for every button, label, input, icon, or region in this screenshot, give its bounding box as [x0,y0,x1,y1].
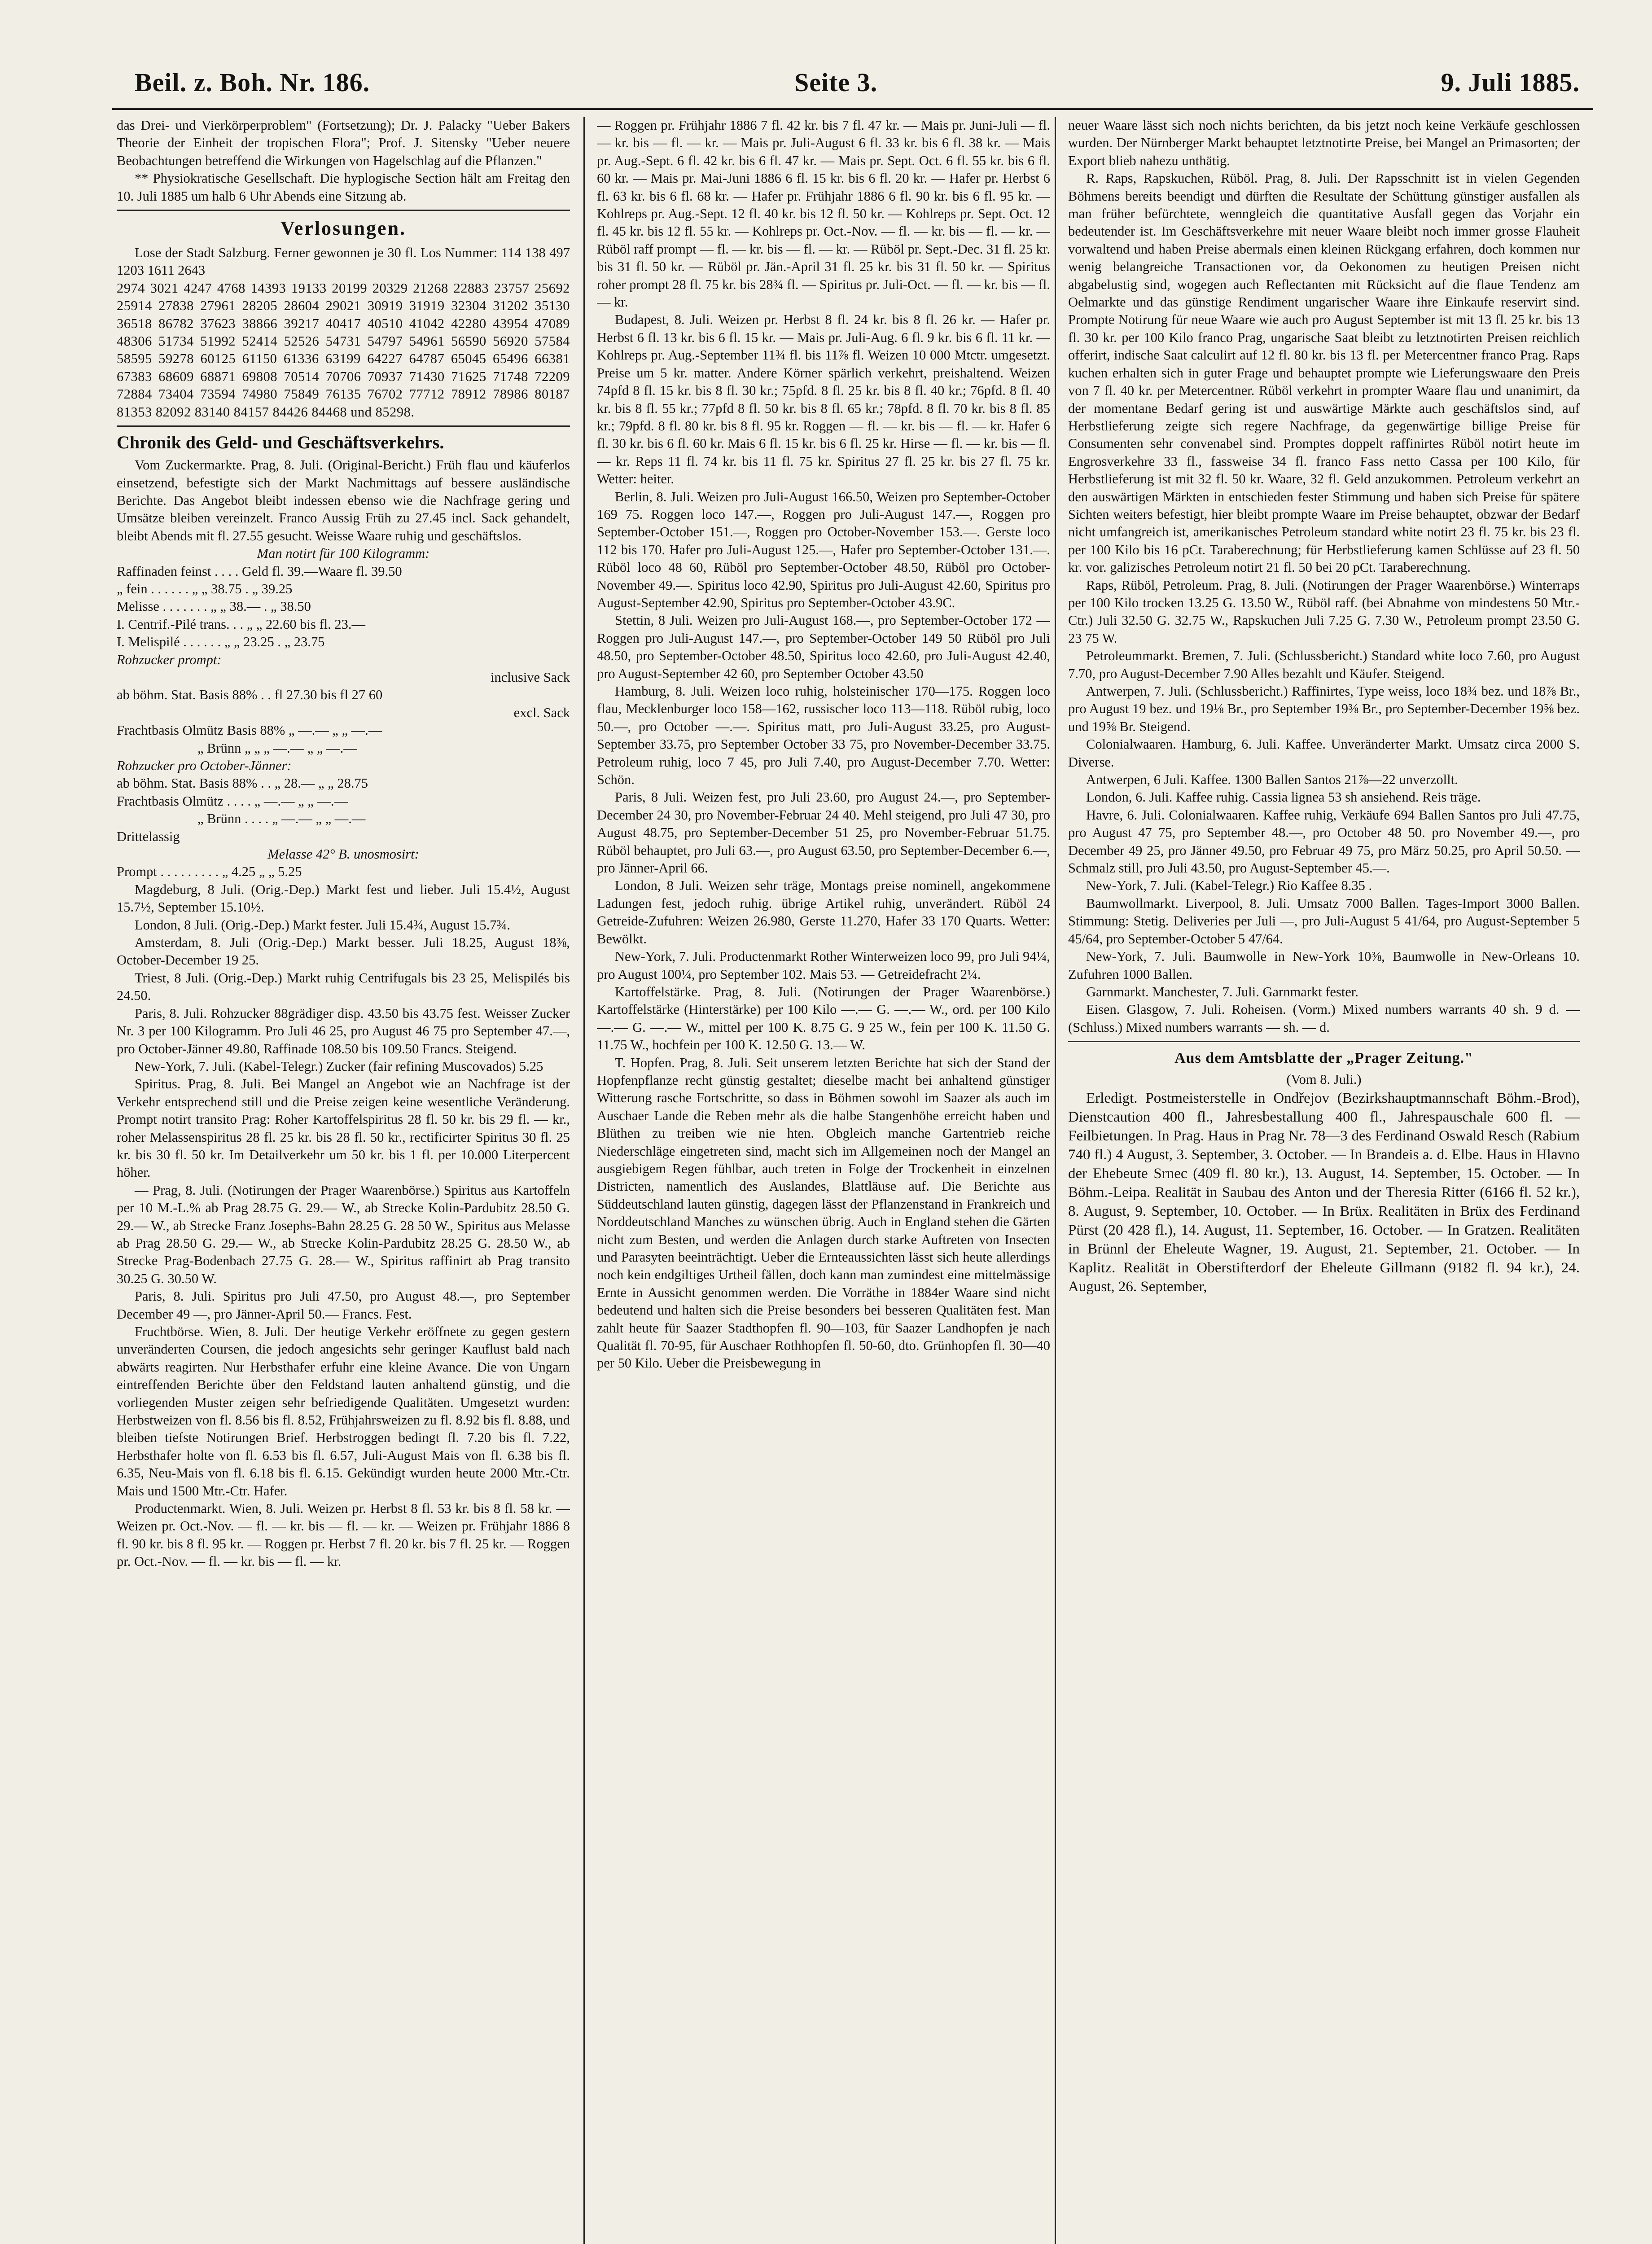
header-rule [112,108,1593,110]
sugar-market-prague: Vom Zuckermarkte. Prag, 8. Juli. (Original-Bericht.) Früh flau und käuferlos einsetzend, befestigte sich der Markt Nachmittags auf bessere ausländische Berichte. Das Angebot bleibt indessen ebenso wie die Nachfrage gering und Umsätze bleiben vereinzelt. Franco Aussig Früh zu 27.45 incl. Sack gehandelt, bleibt Abends mit fl. 27.55 gesucht. Weisse Waare ruhig und geschäftslos. [117,457,570,543]
coffee-antwerp-report: Antwerpen, 6 Juli. Kaffee. 1300 Ballen Santos 21⅞—22 unverzollt. [1086,772,1458,788]
hops-report: T. Hopfen. Prag, 8. Juli. Seit unserem letzten Berichte hat sich der Stand der Hopfenpflanze recht günstig gestaltet; dieselbe macht bei anhaltend günstiger Witterung rasche Fortschritte, so dass in Böhmen sowohl im Saazer als auch im Auschaer Lande die Reben mehr als die halbe Stangenhöhe erreicht haben und Blüthen zu treiben wie nie hten. Obgleich manche Gartentrieb reiche Niederschläge eingetreten sind, macht sich im Allgemeinen noch der Mangel an ausgiebigem Regen fühlbar, auch treten in Folge der Trockenheit in einzelnen Districten, namentlich des Auslandes, Blattläuse auf. Die Berichte aus Süddeutschland lauten günstig, dagegen lässt der Pflanzenstand in Frankreich und Norddeutschland Manches zu wünschen übrig. Auch in England stehen die Gärten nicht zum Besten, und werden die Anlagen durch starke Auftreten von Insecten und Parasyten beeinträchtigt. Ueber die Ernteaussichten lässt sich heute allerdings noch kein endgiltiges Urtheil fällen, doch kann man zumindest eine mittelmässige Ernte in Aussicht genommen werden. Die Vorräthe in 1884er Waare sind nicht bedeutend und halten sich die Preise besonders bei besseren Qualitäten fest. Man zahlt heute für Saazer Stadthopfen fl. 90—103, für Saazer Landhopfen je nach Qualität fl. 70-95, für Auschaer Rothhopfen fl. 50-60, dto. Grünhopfen fl. 30—40 per 50 Kilo. Ueber die Preisbewegung in [597,1055,1050,1371]
spirits-exchange-quotes: — Prag, 8. Juli. (Notirungen der Prager Waarenbörse.) Spiritus aus Kartoffeln per 10 M.-L.% ab Prag 28.75 G. 29.— W., ab Strecke Kolin-Pardubitz 28.50 G. 29.— W., ab Strecke Franz Josephs-Bahn 28.25 G. 28 50 W., Spiritus aus Melasse ab Prag 28.50 G. 29.— W., ab Strecke Kolin-Pardubitz 28.25 G. 28.50 W., ab Strecke Prag-Bodenbach 27.75 G. 28.— W., Spiritus raffinirt ab Prag transito 30.25 G. 30.50 W. [117,1182,570,1286]
coffee-london-report: London, 6. Juli. Kaffee ruhig. Cassia lignea 53 sh ansiehend. Reis träge. [1086,789,1481,805]
header-page-number: Seite 3. [794,68,878,97]
price-table-caption: Man notirt für 100 Kilogramm: [257,546,430,561]
salzburg-lottery-numbers: 2974 3021 4247 4768 14393 19133 20199 20329 21268 22883 23757 25692 25914 27838 27961 28205 28604 29021 30919 31919 32304 31202 35130 36518 86782 37623 38866 39217 40417 40510 41042 42280 43954 47089 48306 51734 51992 52414 52526 54731 54797 54961 56590 56920 57584 58595 59278 60125 61150 61336 63199 64227 64787 65045 65496 66381 67383 68609 68871 69808 70514 70706 70937 71430 71625 71748 72209 72884 73404 73594 74980 75849 76135 76702 77712 78912 78986 80187 81353 82092 83140 84157 84426 84468 und 85298. [117,280,570,420]
table-cell: „ fein . . . . . . „ „ 38.75 . „ 39.25 [117,581,293,596]
newspaper-page [112,49,1593,2244]
paris-sugar-report: Paris, 8. Juli. Rohzucker 88grädiger disp. 43.50 bis 43.75 fest. Weisser Zucker Nr. 3 per 100 Kilogramm. Pro Juli 46 25, pro August 46 75 pro September 47.—, pro October-Jänner 49.80, Raffinade 108.50 bis 109.50 Francs. Steigend. [117,1005,570,1056]
lecture-list: das Drei- und Vierkörperproblem" (Fortsetzung); Dr. J. Palacky "Ueber Bakers Theorie der Einheit der tropischen Flora"; Prof. J. Sitensky "Ueber neuere Beobachtungen betreffend die Wirkungen von Hagelschlag auf die Pflanzen." [117,118,570,168]
spirits-market-prague: Spiritus. Prag, 8. Juli. Bei Mangel an Angebot wie an Nachfrage ist der Verkehr entsprechend still und die Preise zeigen keine wesentliche Veränderung. Prompt notirt transito Prag: Roher Kartoffelspiritus 28 fl. 50 kr. bis 29 fl. — kr., roher Melassenspiritus 28 fl. 25 kr. bis 28 fl. 50 kr., rectificirter Spiritus 30 fl. 25 kr. bis 30 fl. 50 kr. Im Detailverkehr um 50 kr. bis 1 fl. per 10.000 Literpercent höher. [117,1076,570,1180]
section-rule [117,210,570,211]
iron-glasgow-report: Eisen. Glasgow, 7. Juli. Roheisen. (Vorm.) Mixed numbers warrants 40 sh. 9 d. — (Schluss.) Mixed numbers warrants — sh. — d. [1068,1002,1580,1035]
official-gazette-heading: Aus dem Amtsblatte der „Prager Zeitung." [1174,1050,1473,1067]
coffee-havre-report: Havre, 6. Juli. Colonialwaaren. Kaffee ruhig, Verkäufe 694 Ballen Santos pro Juli 47.75, pro August 47 75, pro September 48.—, pro October 48 50. pro November 49.—, pro December 49 25, pro Jänner 49.50, pro Februar 49 75, pro März 50.25, pro April 50.50. — Schmalz still, pro Juli 43.50, pro August-September 45.—. [1068,807,1580,876]
raw-sugar-oct-caption: Rohzucker pro October-Jänner: [117,758,292,773]
bruenn-row-1: „ Brünn „ „ „ —.— „ „ —.— [197,740,357,756]
amsterdam-report: Amsterdam, 8. Juli (Orig.-Dep.) Markt besser. Juli 18.25, August 18⅜, October-December 19 25. [117,935,570,968]
basis-row-2: ab böhm. Stat. Basis 88% . . „ 28.— „ „ 28.75 [117,776,368,791]
column-3 [1068,117,1580,2244]
bruenn-row-2: „ Brünn . . . . „ —.— „ „ —.— [197,811,366,827]
chronicle-heading: Chronik des Geld- und Geschäftsverkehrs. [117,432,444,453]
berlin-report: Berlin, 8. Juli. Weizen pro Juli-August 166.50, Weizen pro September-October 169 75. Roggen loco 147.—, Roggen pro Juli-August 147.—, Roggen pro September-October 151.—, Roggen pro October-November 153.—. Gerste loco 112 bis 170. Hafer pro Juli-August 125.—, Hafer pro September-October 131.—. Rüböl loco 48 60, Rüböl pro September-October 48.50, Rüböl pro October-November 49.—. Spiritus loco 42.90, Spiritus pro Juli-August 42.60, Spiritus pro August-September 42.90, Spiritus pro September-October 43.9C. [597,489,1050,610]
column-rule-2 [1055,117,1056,2244]
physiocratic-society-notice: ** Physiokratische Gesellschaft. Die hyplogische Section hält am Freitag den 10. Juli 1885 um halb 6 Uhr Abends eine Sitzung ab. [117,171,570,204]
inclusive-sack-label: inclusive Sack [490,669,570,685]
potato-starch-report: Kartoffelstärke. Prag, 8. Juli. (Notirungen der Prager Waarenbörse.) Kartoffelstärke (Hinterstärke) per 100 Kilo —.— G. —.— W., ord. per 100 Kilo —.— G. —.— W., mittel per 100 K. 8.75 G. 9 25 W., fein per 100 K. 11.50 G. 11.75 W., hochfein per 100 K. 12.50 G. 13.— W. [597,984,1050,1053]
prompt-row: Prompt . . . . . . . . . „ 4.25 „ „ 5.25 [117,864,302,880]
colonial-goods-hamburg: Colonialwaaren. Hamburg, 6. Juli. Kaffee. Unveränderter Markt. Umsatz circa 2000 S. Diverse. [1068,736,1580,770]
hamburg-report: Hamburg, 8. Juli. Weizen loco ruhig, holsteinischer 170—175. Roggen loco flau, Mecklenburger loco 158—162, russischer loco 113—118. Rüböl rubig, loco 50.—, pro October —.—. Spiritus matt, pro Juli-August 33.25, pro August-September 33.75, pro September October 33 75, pro November-December 33.75. Petroleum ruhig, loco 7 45, pro Juli 7.40, pro August-December 7.70. Wetter: Schön. [597,684,1050,788]
header-date: 9. Juli 1885. [1441,68,1580,97]
molasses-caption: Melasse 42° B. unosmosirt: [267,846,419,862]
exclusive-sack-label: excl. Sack [513,705,570,720]
newyork-produce-report: New-York, 7. Juli. Productenmarkt Rother Winterweizen loco 99, pro Juli 94¼, pro August 100¼, pro September 102. Mais 53. — Getreidefracht 2¼. [597,949,1050,982]
london-grain-report: London, 8 Juli. Weizen sehr träge, Montags preise nominell, angekommene Ladungen fest, jedoch ruhig. übrige Artikel ruhig, unverändert. Rüböl 24 Getreide-Zufuhren: Weizen 26.980, Gerste 11.270, Hafer 33 170 Quarts. Wetter: Bewölkt. [597,878,1050,947]
third-grade-label: Drittelassig [117,828,180,844]
official-gazette-date: (Vom 8. Juli.) [1286,1072,1362,1087]
section-rule [117,425,570,427]
table-cell: Melisse . . . . . . . „ „ 38.— . „ 38.50 [117,599,311,614]
trieste-report: Triest, 8 Juli. (Orig.-Dep.) Markt ruhig Centrifugals bis 23 25, Melispilés bis 24.50. [117,970,570,1004]
petroleum-antwerp-report: Antwerpen, 7. Juli. (Schlussbericht.) Raffinirtes, Type weiss, loco 18¾ bez. und 18⅞ Br., pro August 19 bez. und 19⅛ Br., pro September 19⅜ Br., pro September-December 19⅝ bez. und 19⅝ Br. Steigend. [1068,684,1580,734]
paris-grain-report: Paris, 8 Juli. Weizen fest, pro Juli 23.60, pro August 24.—, pro September-December 24 30, pro November-Februar 24 40. Mehl steigend, pro Juli 47 30, pro August 48.75, pro September-December 51 25, pro November-Februar 51.75. Rüböl behauptet, pro Juli 63.—, pro August 63.50, pro September-December 6.—, pro Jänner-April 66. [597,789,1050,876]
table-row [117,616,570,633]
page-header [112,58,1593,108]
raw-sugar-prompt-caption: Rohzucker prompt: [117,652,222,667]
produce-market-vienna: Productenmarkt. Wien, 8. Juli. Weizen pr. Herbst 8 fl. 53 kr. bis 8 fl. 58 kr. — Weizen pr. Oct.-Nov. — fl. — kr. bis — fl. — kr. — Weizen pr. Frühjahr 1886 8 fl. 90 kr. bis 8 fl. 95 kr. — Roggen pr. Herbst 7 fl. 20 kr. bis 7 fl. 25 kr. — Roggen pr. Oct.-Nov. — fl. — kr. bis — fl. — kr. [117,1501,570,1569]
table-row [117,598,570,615]
london-report: London, 8 Juli. (Orig.-Dep.) Markt fester. Juli 15.4¾, August 15.7¾. [135,917,510,933]
freight-basis-row-2: Frachtbasis Olmütz . . . . „ —.— „ „ —.— [117,793,348,809]
cotton-liverpool-report: Baumwollmarkt. Liverpool, 8. Juli. Umsatz 7000 Ballen. Tages-Import 3000 Ballen. Stimmung: Stetig. Deliveries per Juli —, pro Juli-August 5 41/64, pro August-September 5 45/64, pro September-October 5 47/64. [1068,895,1580,947]
yarn-manchester-report: Garnmarkt. Manchester, 7. Juli. Garnmarkt fester. [1086,984,1358,999]
rapeseed-exchange-quotes: Raps, Rüböl, Petroleum. Prag, 8. Juli. (Notirungen der Prager Waarenbörse.) Winterraps per 100 Kilo trocken 13.25 G. 13.50 W., Rüböl raff. (bei Abnahme von mindestens 50 Mtr.-Ctr.) Juli 32.50 G. 32.75 W., Rapskuchen Juli 7.25 G. 7.30 W., Petroleum prompt 23.50 G. 23 75 W. [1068,577,1580,646]
freight-basis-row-1: Frachtbasis Olmütz Basis 88% „ —.— „ „ —.— [117,723,382,738]
table-cell: I. Centrif.-Pilé trans. . . „ „ 22.60 bis fl. 23.— [117,616,365,632]
stettin-report: Stettin, 8 Juli. Weizen pro Juli-August 168.—, pro September-October 172 — Roggen pro Juli-August 147.—, pro September-October 149 50 Rüböl pro Juli 48.50, pro September-October 48.50, Spiritus loco 42.60, pro Juli-August 42.40, pro August-September 42 60, pro September October 43.50 [597,613,1050,681]
vienna-produce-continued: — Roggen pr. Frühjahr 1886 7 fl. 42 kr. bis 7 fl. 47 kr. — Mais pr. Juni-Juli — fl. — kr. bis — fl. — kr. — Mais pr. Juli-August 6 fl. 33 kr. bis 6 fl. 38 kr. — Mais pr. Aug.-Sept. 6 fl. 42 kr. bis 6 fl. 47 kr. — Mais pr. Sept. Oct. 6 fl. 55 kr. bis 6 fl. 60 kr. — Mais pr. Mai-Juni 1886 6 fl. 15 kr. bis 6 fl. 20 kr. — Hafer pr. Herbst 6 fl. 63 kr. bis 6 fl. 68 kr. — Hafer pr. Frühjahr 1886 6 fl. 90 kr. bis 6 fl. 95 kr. — Kohlreps pr. Aug.-Sept. 12 fl. 40 kr. bis 12 fl. 50 kr. — Kohlreps pr. Sept. Oct. 12 fl. 45 kr. bis 12 fl. 55 kr. — Kohlreps pr. Oct.-Nov. — fl. — kr. bis — fl. — kr. — Rüböl raff prompt — fl. — kr. bis — fl. — kr. — Rüböl pr. Sept.-Dec. 31 fl. 25 kr. bis 31 fl. 50 kr. — Rüböl pr. Jän.-April 31 fl. 25 kr. bis 31 fl. 50 kr. — Spiritus roher prompt 28 fl. 75 kr. bis 28¾ fl. — Spiritus pr. Juli-Oct. — fl. — kr. bis — fl. — kr. [597,118,1050,310]
table-row [117,580,570,598]
sugar-price-table [117,563,570,651]
paris-spirits-report: Paris, 8. Juli. Spiritus pro Juli 47.50, pro August 48.—, pro September December 49 —, pro Jänner-April 50.— Francs. Fest. [117,1289,570,1322]
petroleum-bremen-report: Petroleummarkt. Bremen, 7. Juli. (Schlussbericht.) Standard white loco 7.60, pro August 7.70, pro August-December 7.90 Alles bezahlt und Käufer. Steigend. [1068,648,1580,681]
magdeburg-report: Magdeburg, 8 Juli. (Orig.-Dep.) Markt fest und lieber. Juli 15.4½, August 15.7½, September 15.10½. [117,881,570,915]
table-cell: I. Melispilé . . . . . . „ „ 23.25 . „ 23.75 [117,634,325,650]
table-row [117,633,570,651]
table-cell: Raffinaden feinst . . . . Geld fl. 39.—Waare fl. 39.50 [117,563,402,579]
salzburg-lottery-intro: Lose der Stadt Salzburg. Ferner gewonnen je 30 fl. Los Nummer: 114 138 497 1203 1611 2643 [117,245,570,278]
grain-exchange-vienna: Fruchtbörse. Wien, 8. Juli. Der heutige Verkehr eröffnete zu gegen gestern unveränderten Coursen, die jedoch angesichts sehr geringer Kauflust bald nach abwärts reagirten. Nur Herbsthafer erfuhr eine kleine Avance. Die von Ungarn eintreffenden Berichte über den Feldstand lauten anhaltend günstig, und die vorliegenden Muster zeigen sehr befriedigende Qualitäten. Umgesetzt wurden: Herbstweizen von fl. 8.56 bis fl. 8.52, Frühjahrsweizen zu fl. 8.92 bis fl. 8.88, und bleiben tiefste Notirungen Brief. Herbstroggen bedingt fl. 7.20 bis fl. 7.22, Herbsthafer holte von fl. 6.53 bis fl. 6.57, Juli-August Mais von fl. 6.38 bis fl. 6.35, Neu-Mais von fl. 6.18 bis fl. 6.15. Gekündigt wurden heute 2000 Mtr.-Ctr. Mais und 1500 Mtr.-Ctr. Hafer. [117,1324,570,1499]
rapeseed-report: R. Raps, Rapskuchen, Rüböl. Prag, 8. Juli. Der Rapsschnitt ist in vielen Gegenden Böhmens bereits beendigt und dürften die Resultate der Schüttung günstiger ausfallen als man früher befürchtete, wenngleich die quantitative Ausfall gegen das Vorjahr ein bedeutender ist. Im Geschäftsverkehre mit neuer Waare bleibt noch immer grosse Flauheit vorwaltend und haben Preise abermals einen kleinen Rückgang erfahren, doch kommen nur wenig belangreiche Transactionen vor, da Oekonomen zu heutigen Preisen nicht abgabelustig sind, wogegen auch Reflectanten mit Rücksicht auf die flaue Tendenz am Oelmarkte und das günstige Rendiment ungarischer Waare ihre Einkaufe reservirt sind. Prompte Notirung für neue Waare wie auch pro August September ist mit 13 fl. 25 kr. bis 13 fl. 30 kr. per 100 Kilo franco Prag, ungarische Saat bleibt zu letztnotirten Preisen reichlich offerirt, indische Saat calculirt auf 12 fl. 80 kr. bis 13 fl. per Metercentner franco Prag. Raps kuchen erhalten sich in guter Frage und behauptet prompte wie Lieferungswaare den Preis von 7 fl. 40 kr. per Metercentner. Rüböl verkehrt in prompter Waare flau und unanimirt, da der momentane Bedarf gering ist und auswärtige Märkte auch geschäftslos sind, auf Herbstlieferung zeigte sich regere Nachfrage, da gegenwärtige billige Preise für Consumenten sehr convenabel sind. Promptes doppelt raffinirtes Rüböl notirt heute im Engrosverkehre 33 fl., fassweise 34 fl. franco Fass netto Cassa per 100 Kilo, für Herbstlieferung ist mit 32 fl. 50 kr. Waare, 32 fl. Geld anzukommen. Petroleum verkehrt an den auswärtigen Märkten in entschieden fester Stimmung und haben sich Preise für spätere Sichten weiters befestigt, hier bleibt prompte Waare im Preise behauptet, obzwar der Bedarf nicht umfangreich ist, amerikanisches Petroleum standard white notirt 23 fl. 75 kr. bis 23 fl. per 100 Kilo bis 16 pCt. Taraberechnung; für Herbstlieferung kamen Schlüsse auf 23 fl. 50 kr. vor. galizisches Petroleum notirt 21 fl. 50 bei 20 pCt. Taraberechnung. [1068,171,1580,575]
cotton-newyork-report: New-York, 7. Juli. Baumwolle in New-York 10⅜, Baumwolle in New-Orleans 10. Zufuhren 1000 Ballen. [1068,949,1580,982]
basis-row-1: ab böhm. Stat. Basis 88% . . fl 27.30 bis fl 27 60 [117,687,383,703]
lottery-heading: Verlosungen. [280,217,407,240]
hops-report-continued: neuer Waare lässt sich noch nichts berichten, da bis jetzt noch keine Verkäufe geschlossen wurden. Der Nürnberger Markt behauptet letztnotirte Preise, bei Mangel an Primasorten; der Export blieb nahezu unthätig. [1068,118,1580,168]
newyork-sugar-report: New-York, 7. Juli. (Kabel-Telegr.) Zucker (fair refining Muscovados) 5.25 [135,1058,543,1074]
coffee-newyork-report: New-York, 7. Juli. (Kabel-Telegr.) Rio Kaffee 8.35 . [1086,878,1372,894]
official-gazette-text: Erledigt. Postmeisterstelle in Ondřejov (Bezirkshauptmannschaft Böhm.-Brod), Dienstcaution 400 fl., Jahresbestallung 400 fl., Jahrespauschale 600 fl. — Feilbietungen. In Prag. Haus in Prag Nr. 78—3 des Ferdinand Oswald Resch (Rabium 740 fl.) 4 August, 3. September, 3. October. — In Brandeis a. d. Elbe. Haus in Hlavno der Ehebeute Srnec (409 fl. 80 kr.), 13. August, 14. September, 15. October. — In Böhm.-Leipa. Realität in Saubau des Anton und der Theresia Ritter (6166 fl. 52 kr.), 8. August, 9. September, 10. October. — In Brüx. Realitäten in Brüx des Ferdinand Pürst (20 428 fl.), 14. August, 11. September, 16. October. — In Gratzen. Realitäten in Brünnl der Eheleute Wagner, 19. August, 21. September, 21. October. — In Kaplitz. Realität in Oberstifterdorf der Eheleute Gillmann (9182 fl. 94 kr.), 24. August, 26. September, [1068,1090,1580,1295]
column-rule-1 [583,117,585,2244]
column-2 [597,117,1050,2244]
header-supplement-number: Beil. z. Boh. Nr. 186. [135,68,370,97]
table-row [117,563,570,580]
column-1 [117,117,570,2244]
budapest-report: Budapest, 8. Juli. Weizen pr. Herbst 8 fl. 24 kr. bis 8 fl. 26 kr. — Hafer pr. Herbst 6 fl. 13 kr. bis 6 fl. 15 kr. — Mais pr. Juli-Aug. 6 fl. 9 kr. bis 6 fl. 11 kr. — Kohlreps pr. Aug.-September 11¾ fl. bis 11⅞ fl. Weizen 10 000 Mtctr. umgesetzt. Preise um 5 kr. matter. Andere Körner spärlich verkehrt, preishaltend. Weizen 74pfd 8 fl. 15 kr. bis 8 fl. 30 kr.; 75pfd. 8 fl. 25 kr. bis 8 fl. 40 kr.; 76pfd. 8 fl. 40 kr. bis 8 fl. 55 kr.; 77pfd 8 fl. 50 kr. bis 8 fl. 65 kr.; 78pfd. 8 fl. 70 kr. bis 8 fl. 85 kr.; 79pfd. 8 fl. 80 kr. bis 8 fl. 95 kr. Roggen — fl. — kr. bis — fl. — kr. Hafer 6 fl. 30 kr. bis 6 fl. 60 kr. Mais 6 fl. 15 kr. bis 6 fl. 25 kr. Hirse — fl. — kr. bis — fl. — kr. Reps 11 fl. 74 kr. bis 11 fl. 75 kr. Spiritus 27 fl. 25 kr. bis 27 fl. 75 kr. Wetter: heiter. [597,312,1050,487]
section-rule [1068,1041,1580,1042]
